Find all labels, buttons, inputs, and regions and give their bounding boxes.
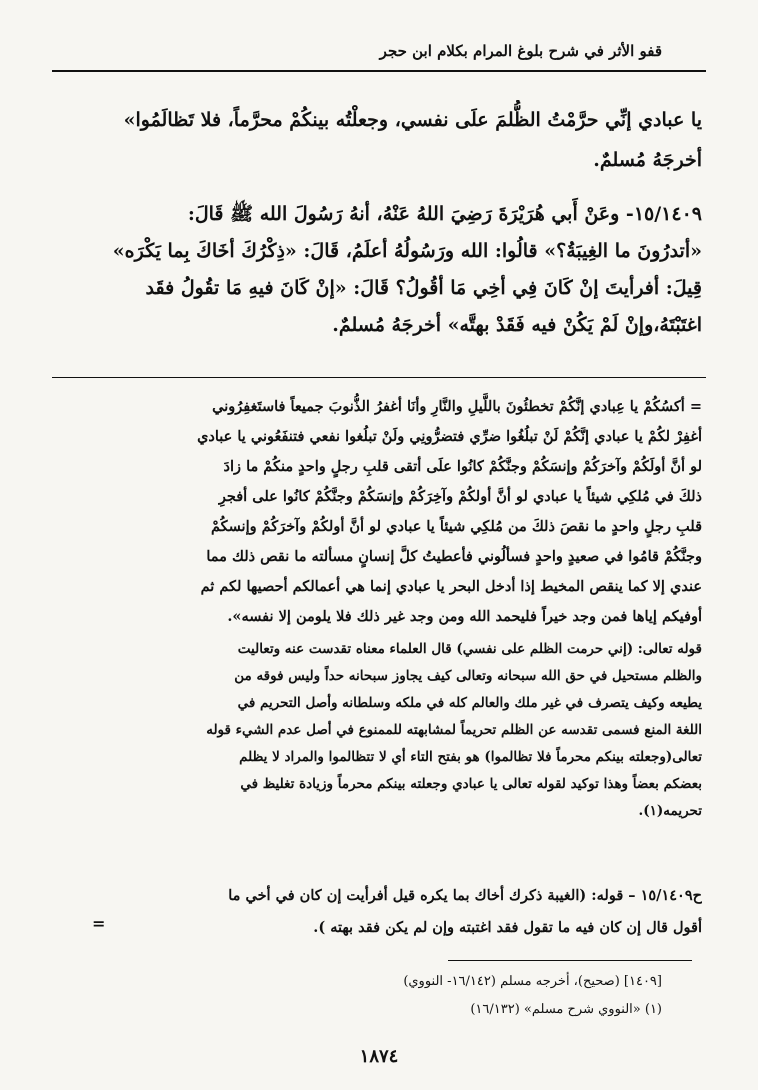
text-line: قلبِ رجلٍ واحدٍ ما نقصَ ذلكَ من مُلكِي شيئاً يا عبادي لو أنَّ أولكُمْ وآخرَكُمْ وإنسكُمْ: [210, 518, 702, 535]
commentary-explanation: [52, 636, 702, 825]
text-line: «أتدرُونَ ما الغِيبَةُ؟» قالُوا: الله ورَسُولُهُ أعلَمُ، قَالَ: «ذِكْرُكَ أخَاكَ بِما يَكْرَه»: [112, 240, 702, 262]
footnote-separator: [448, 960, 692, 961]
hadith-top: [52, 100, 702, 180]
text-line: بعضكم بعضاً وهذا توكيد لقوله تعالى يا عبادي وجعلته بينكم محرماً وزيادة تغليظ في: [240, 776, 702, 792]
commentary-separator: [52, 377, 706, 378]
continuation-mark: =: [92, 914, 106, 933]
text-line: تحريمه(١).: [638, 803, 702, 819]
text-line: = أكسُكُمْ يا عِبادي إنَّكُمْ تخطئُونَ باللَّيلِ والنَّارِ وأنَا أغفرُ الذُّنوبَ جميعاً فاستَغفِرُوني: [212, 398, 702, 415]
footnote-line: (١) «النووي شرح مسلم» (١٦/١٣٢): [470, 1002, 662, 1017]
page-number: ١٨٧٤: [359, 1046, 399, 1067]
text-line: أخرجَهُ مُسلمٌ.: [593, 149, 702, 171]
text-line: يطيعه وكيف يتصرف في غير ملك والعالم كله في ملكه وسلطانه وأصل التحريم في: [237, 695, 702, 711]
running-title: قفو الأثر في شرح بلوغ المرام بكلام ابن حجر: [379, 42, 662, 60]
text-line: تعالى(وجعلته بينكم محرماً فلا تظالموا) هو بفتح التاء أي لا تتظالموا والمراد لا يظلم: [239, 749, 702, 765]
text-line: أغفِرْ لكُمْ يا عبادي إنَّكُمْ لَنْ تبلُغُوا ضرِّي فتضرُّونِي ولَنْ تبلُغوا نفعي فتنفَعُوني يا عبادي: [197, 428, 702, 445]
text-line: اللغة المنع فسمى تقدسه عن الظلم تحريماً لمشابهته للممنوع في أصل عدم الشيء قوله: [206, 722, 702, 738]
text-line: ١٥/١٤٠٩- وعَنْ أَبي هُرَيْرَةَ رَضِيَ اللهُ عَنْهُ، أنهُ رَسُولَ الله ﷺ قَالَ:: [187, 203, 702, 225]
footnotes: [102, 968, 662, 1024]
text-line: ح١٥/١٤٠٩ – قوله: (الغيبة ذكرك أخاك بما يكره قيل أفرأيت إن كان في أخي ما: [228, 887, 702, 904]
text-line: أقول قال إن كان فيه ما تقول فقد اغتبته وإن لم يكن فقد بهته ).: [313, 919, 702, 936]
text-line: أوفيكم إياها فمن وجد خيراً فليحمد الله ومن وجد غير ذلك فلا يلومن إلا نفسه».: [227, 608, 702, 625]
text-line: قوله تعالى: (إني حرمت الظلم على نفسي) قال العلماء معناه تقدست عنه وتعاليت: [237, 641, 702, 657]
commentary-1409: [92, 880, 702, 944]
commentary-hadith-text: [52, 392, 702, 632]
text-line: ذلكَ في مُلكِي شيئاً يا عبادي لو أنَّ أولكُمْ وآخِرَكُمْ وإنسَكُمْ وجنَّكُمْ كانُوا على أفجرِ: [218, 488, 702, 505]
text-line: عندي إلا كما ينقص المخيط إذا أدخل البحر يا عبادي إنما هي أعمالكم أحصيها لكم ثم: [200, 578, 702, 595]
text-line: قِيلَ: أفرأيتَ إنْ كَانَ فِي أخِي مَا أقُولُ؟ قَالَ: «إنْ كَانَ فيهِ مَا تقُولُ فقَد: [145, 277, 702, 299]
text-line: اغتَبْتَهُ،وإنْ لَمْ يَكُنْ فيه فَقَدْ بهتَّه» أخرجَهُ مُسلمٌ.: [332, 314, 702, 336]
text-line: لو أنَّ أولَكُمْ وآخرَكُمْ وإنسَكُمْ وجنَّكُمْ كانُوا علَى أتقى قلبِ رجلٍ واحدٍ منكُمْ ما زادَ: [223, 458, 702, 475]
hadith-1409: [52, 196, 702, 344]
text-line: يا عبادي إنِّي حرَّمْتُ الظُّلمَ علَى نفسي، وجعلْتُه بينكُمْ محرَّماً، فلا تَظالَمُوا»: [123, 109, 702, 131]
text-line: وجنَّكُمْ قامُوا في صعيدٍ واحدٍ فسألُوني فأعطيتُ كلَّ إنسانٍ مسألته ما نقص ذلك مما: [206, 548, 702, 565]
footnote-line: [١٤٠٩] (صحيح)، أخرجه مسلم (١٦/١٤٢- النووي): [403, 974, 662, 989]
header-rule: [52, 70, 706, 72]
text-line: والظلم مستحيل في حق الله سبحانه وتعالى كيف يجاوز سبحانه حداً وليس فوقه من: [234, 668, 702, 684]
